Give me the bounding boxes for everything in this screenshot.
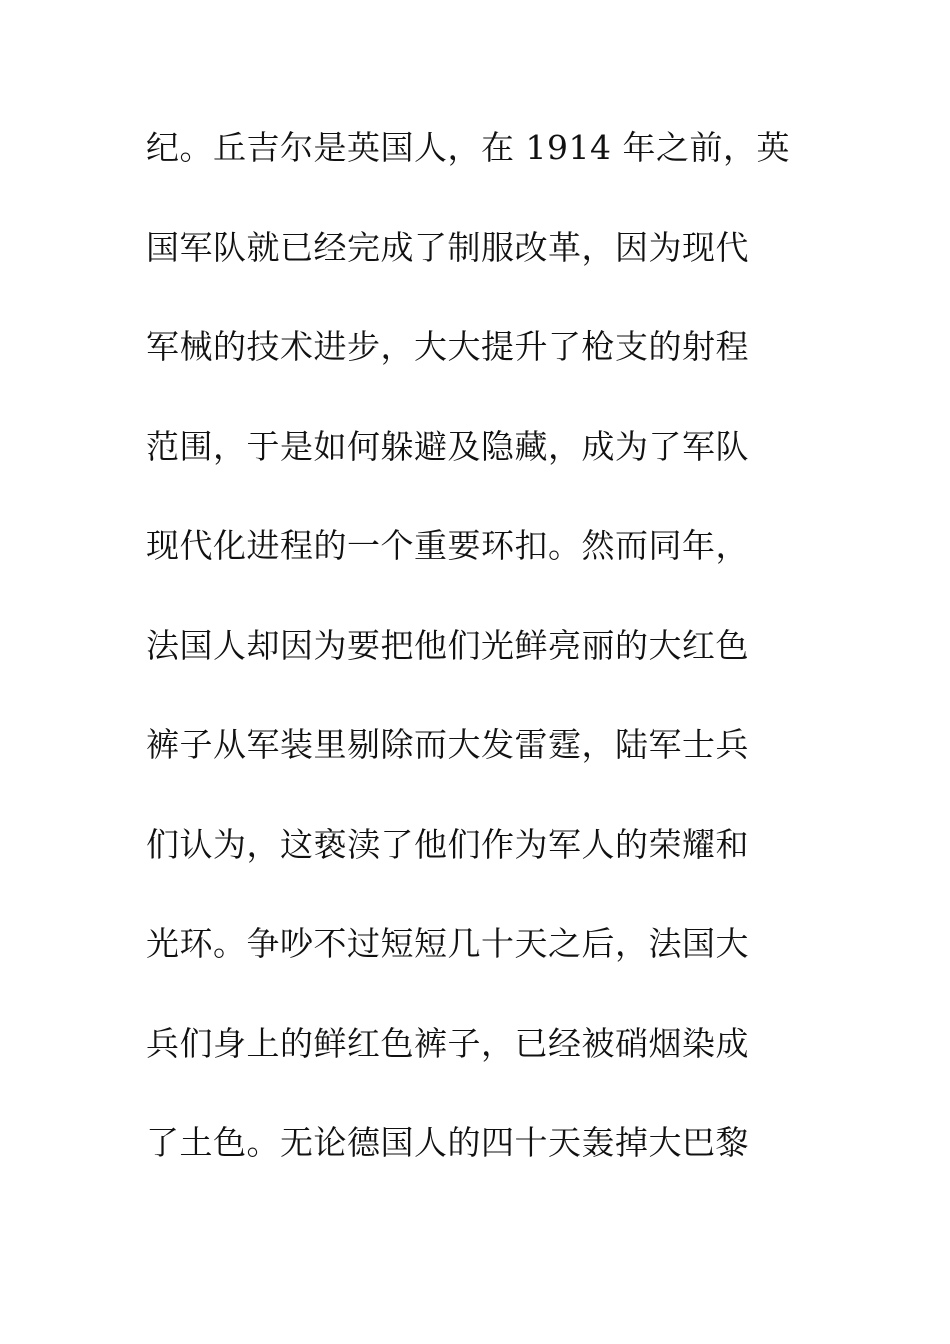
text-line-7: 裤子从军装里剔除而大发雷霆，陆军士兵 <box>146 725 749 764</box>
text-line-6: 法国人却因为要把他们光鲜亮丽的大红色 <box>146 625 749 665</box>
text-line-4: 范围，于是如何躲避及隐藏，成为了军队 <box>146 426 749 466</box>
body-text <box>146 128 806 1223</box>
text-line-8: 们认为，这亵渎了他们作为军人的荣耀和 <box>146 824 749 864</box>
text-line-11: 了土色。无论德国人的四十天轰掉大巴黎 <box>146 1123 749 1162</box>
text-line-1: 纪。丘吉尔是英国人，在 1914 年之前，英 <box>146 128 790 167</box>
text-line-5: 现代化进程的一个重要环扣。然而同年， <box>146 526 749 565</box>
text-line-10: 兵们身上的鲜红色裤子，已经被硝烟染成 <box>146 1023 749 1063</box>
text-line-2: 国军队就已经完成了制服改革，因为现代 <box>146 227 749 267</box>
text-line-3: 军械的技术进步，大大提升了枪支的射程 <box>146 327 749 366</box>
text-line-9: 光环。争吵不过短短几十天之后，法国大 <box>146 924 749 963</box>
